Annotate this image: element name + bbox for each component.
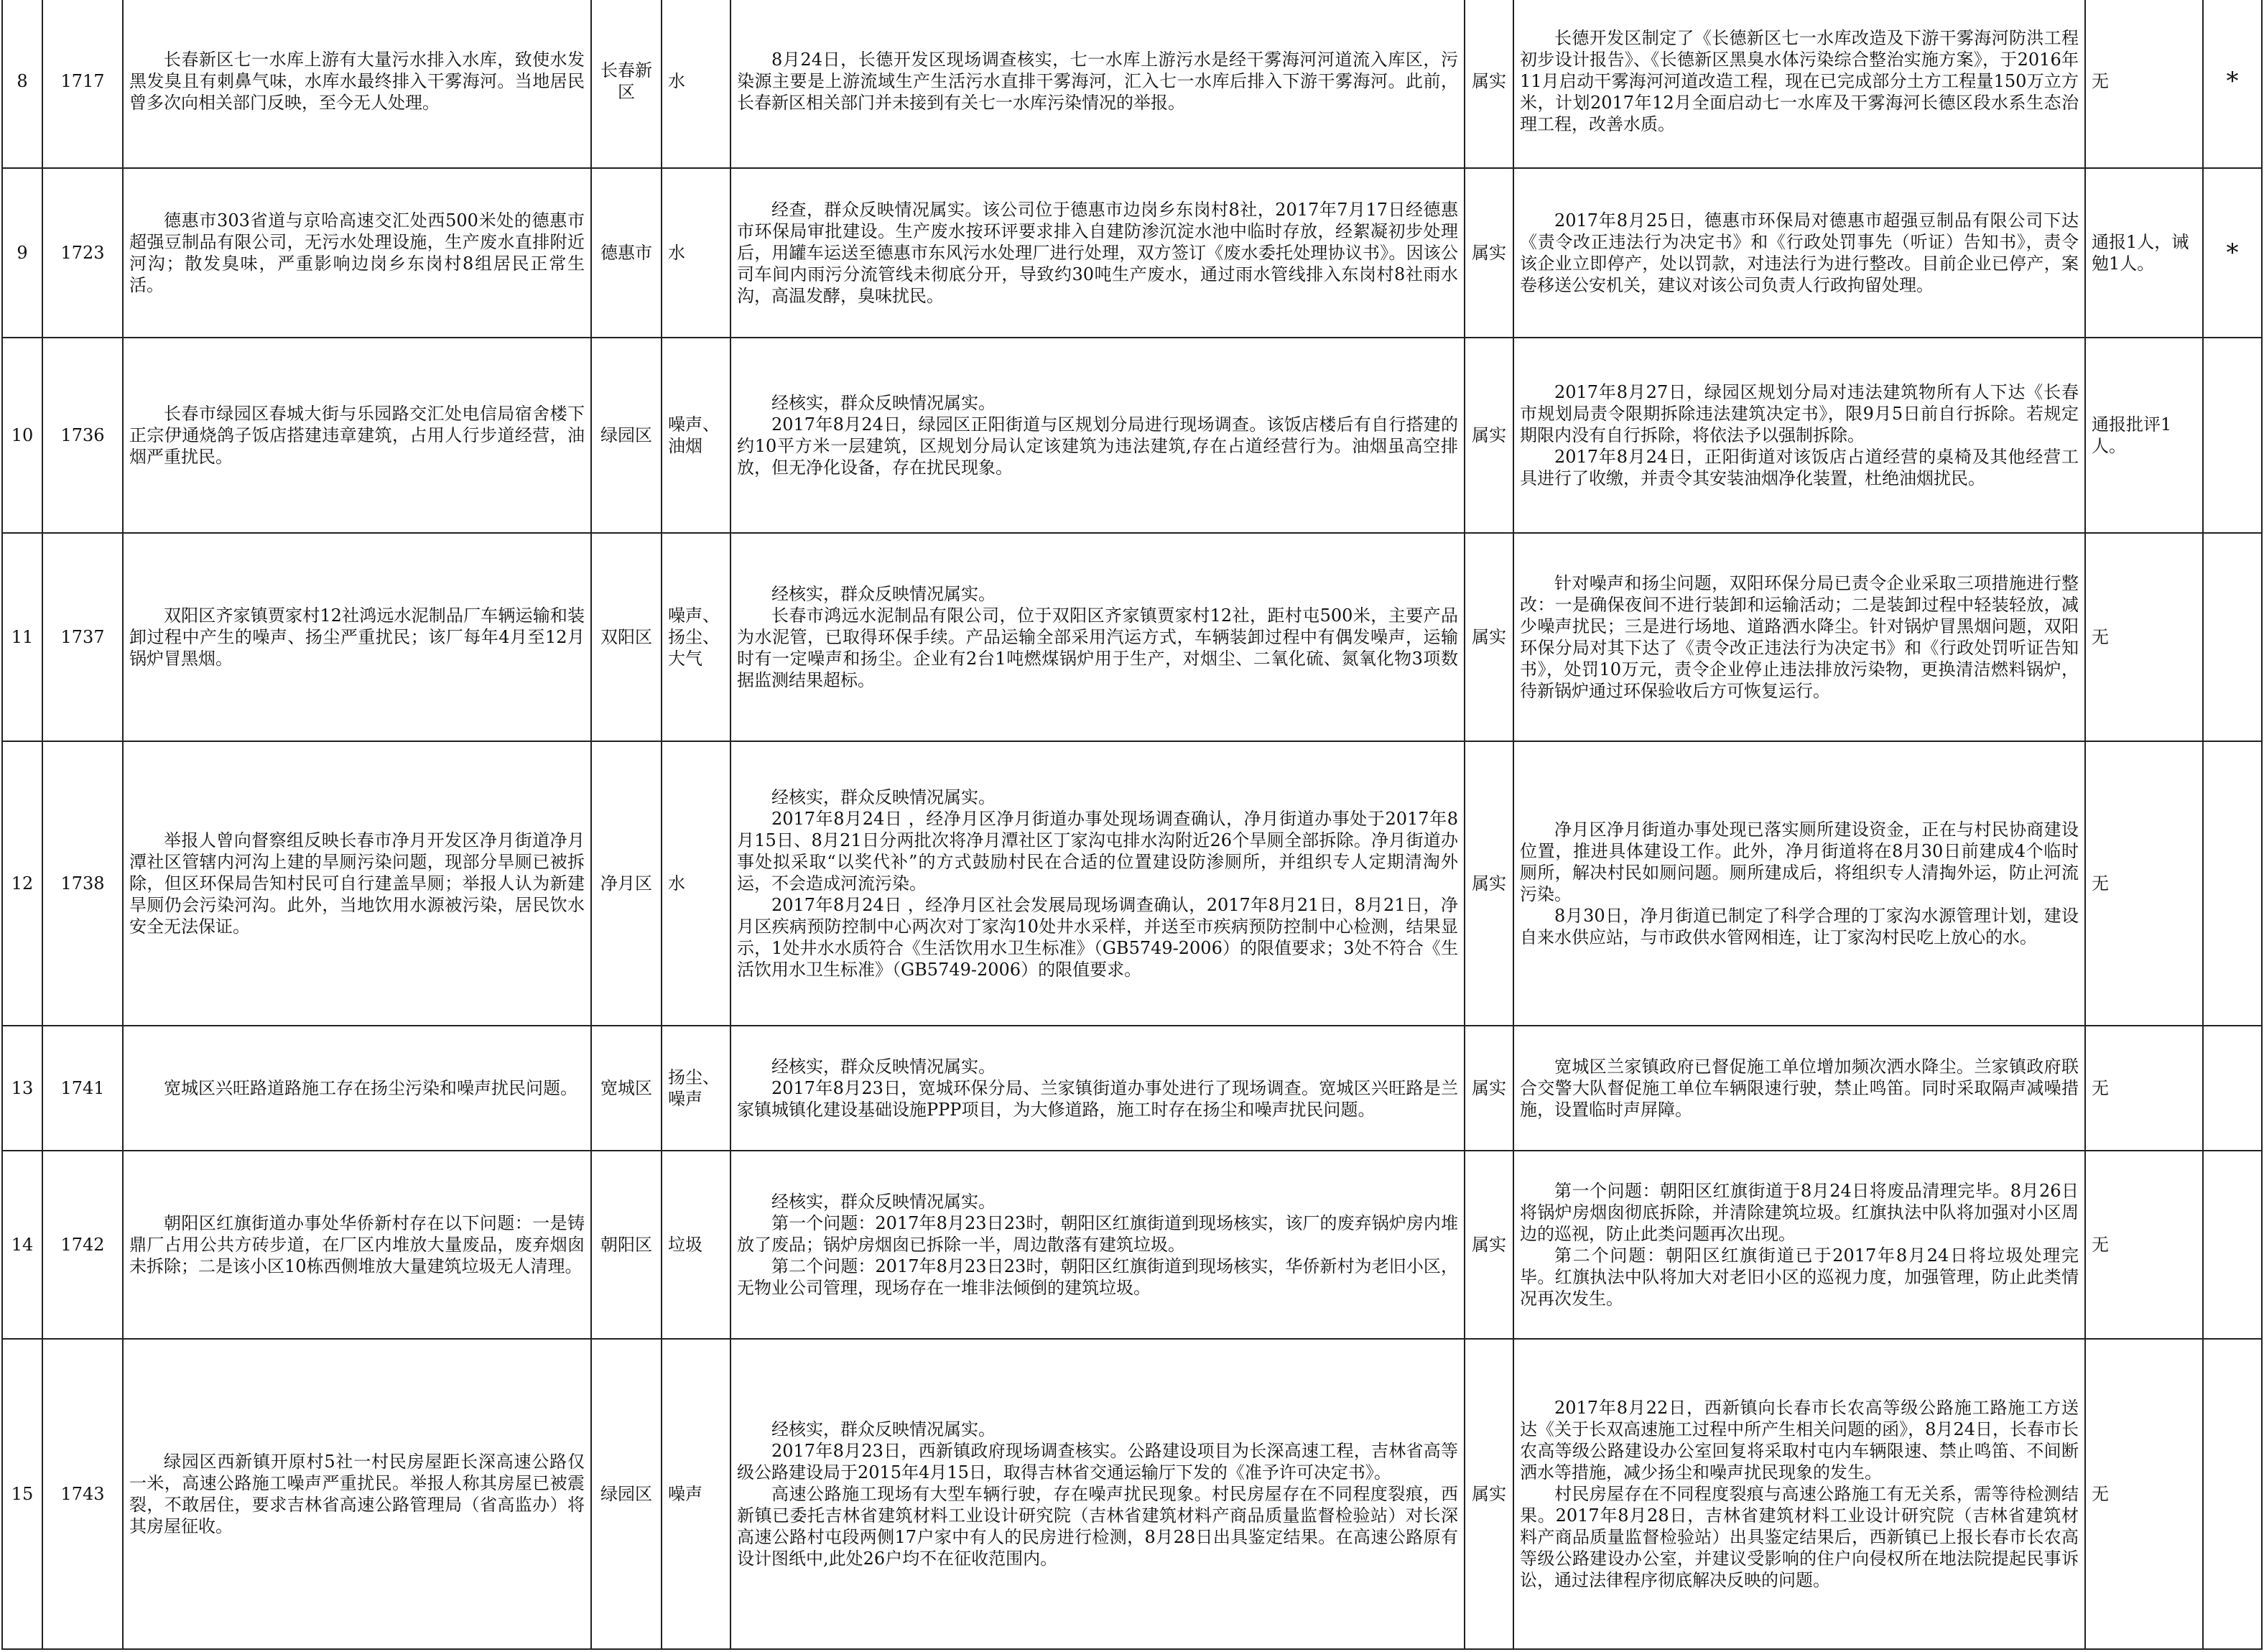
handling-text-paragraph: 宽城区兰家镇政府已督促施工单位增加频次洒水降尘。兰家镇政府联合交警大队督促施工单位车辆限速行驶，禁止鸣笛。同时采取隔声减噪措施，设置临时声屏障。 bbox=[1520, 1057, 2079, 1120]
case-code: 1723 bbox=[42, 168, 123, 338]
handling-text-paragraph: 长德开发区制定了《长德新区七一水库改造及下游干雾海河防洪工程初步设计报告》、《长德新区黑臭水体污染综合整治实施方案》，于2016年11月启动干雾海河河道改造工程，现在已完成部分土方工程量150万立方米，计划2017年12月全面启动七一水库及干雾海河长德区段水系生态治理工程，改善水质。 bbox=[1520, 27, 2079, 134]
handling-text-paragraph: 针对噪声和扬尘问题，双阳环保分局已责令企业采取三项措施进行整改：一是确保夜间不进行装卸和运输活动；二是装卸过程中轻装轻放，减少噪声扰民；三是进行场地、道路洒水降尘。针对锅炉冒黑烟问题，双阳环保分局对其下达了《责令改正违法行为决定书》和《行政处罚听证告知书》，处罚10万元，责令企业停止违法排放污染物，更换清洁燃料锅炉，待新锅炉通过环保验收后方可恢复运行。 bbox=[1520, 573, 2079, 701]
investigation-text-paragraph: 经核实，群众反映情况属实。 bbox=[771, 1192, 996, 1212]
mark bbox=[2203, 338, 2262, 533]
district: 宽城区 bbox=[591, 1026, 662, 1151]
row-number: 11 bbox=[2, 533, 42, 741]
verdict: 属实 bbox=[1465, 533, 1513, 741]
complaint-text-paragraph: 宽城区兴旺路道路施工存在扬尘污染和噪声扰民问题。 bbox=[164, 1078, 577, 1098]
handling-text bbox=[1513, 168, 2085, 338]
table-body bbox=[2, 0, 2262, 1649]
row-number: 14 bbox=[2, 1151, 42, 1339]
investigation-text-paragraph: 经核实，群众反映情况属实。 bbox=[771, 393, 996, 413]
pollution-type: 噪声 bbox=[662, 1339, 730, 1649]
district: 双阳区 bbox=[591, 533, 662, 741]
row-number: 15 bbox=[2, 1339, 42, 1649]
complaint-text bbox=[123, 533, 591, 741]
table-row bbox=[2, 741, 2262, 1026]
table-row bbox=[2, 1026, 2262, 1151]
investigation-text bbox=[730, 0, 1465, 168]
mark bbox=[2203, 533, 2262, 741]
accountability: 无 bbox=[2085, 1339, 2203, 1649]
district: 绿园区 bbox=[591, 1339, 662, 1649]
handling-text-paragraph: 2017年8月25日，德惠市环保局对德惠市超强豆制品有限公司下达《责令改正违法行为决定书》和《行政处罚事先（听证）告知书》，责令该企业立即停产，处以罚款，对违法行为进行整改。目前企业已停产，案卷移送公安机关，建议对该公司负责人行政拘留处理。 bbox=[1520, 210, 2079, 295]
handling-text-paragraph: 8月30日，净月街道已制定了科学合理的丁家沟水源管理计划，建设自来水供应站，与市政供水管网相连，让丁家沟村民吃上放心的水。 bbox=[1520, 906, 2079, 947]
handling-text-paragraph: 2017年8月22日，西新镇向长春市长农高等级公路施工路施工方送达《关于长双高速施工过程中所产生相关问题的函》，8月24日，长春市长农高等级公路建设办公室回复将采取村屯内车辆限速、禁止鸣笛、不间断洒水等措施，减少扬尘和噪声扰民现象的发生。 bbox=[1520, 1398, 2079, 1482]
pollution-type: 噪声、扬尘、大气 bbox=[662, 533, 730, 741]
investigation-text-paragraph: 第一个问题：2017年8月23日23时，朝阳区红旗街道到现场核实，该厂的废弃锅炉房内堆放了废品；锅炉房烟囱已拆除一半，周边散落有建筑垃圾。 bbox=[737, 1213, 1458, 1255]
table-row bbox=[2, 0, 2262, 168]
verdict: 属实 bbox=[1465, 741, 1513, 1026]
case-code: 1741 bbox=[42, 1026, 123, 1151]
table-row bbox=[2, 533, 2262, 741]
investigation-text bbox=[730, 1026, 1465, 1151]
handling-text bbox=[1513, 741, 2085, 1026]
case-code: 1742 bbox=[42, 1151, 123, 1339]
verdict: 属实 bbox=[1465, 1339, 1513, 1649]
complaint-text bbox=[123, 1151, 591, 1339]
verdict: 属实 bbox=[1465, 168, 1513, 338]
handling-text-paragraph: 2017年8月24日，正阳街道对该饭店占道经营的桌椅及其他经营工具进行了收缴，并责令其安装油烟净化装置，杜绝油烟扰民。 bbox=[1520, 447, 2079, 488]
handling-text bbox=[1513, 0, 2085, 168]
investigation-text-paragraph: 经查，群众反映情况属实。该公司位于德惠市边岗乡东岗村8社，2017年7月17日经德惠市环保局审批建设。生产废水按环评要求排入自建防渗沉淀水池中临时存放，经絮凝初步处理后，用罐车运送至德惠市东风污水处理厂进行处理，双方签订《废水委托处理协议书》。因该公司车间内雨污分流管线未彻底分开，导致约30吨生产废水，通过雨水管线排入东岗村8社雨水沟，高温发酵，臭味扰民。 bbox=[737, 200, 1458, 306]
case-code: 1717 bbox=[42, 0, 123, 168]
pollution-type: 垃圾 bbox=[662, 1151, 730, 1339]
accountability: 无 bbox=[2085, 1151, 2203, 1339]
row-number: 12 bbox=[2, 741, 42, 1026]
row-number: 8 bbox=[2, 0, 42, 168]
handling-text bbox=[1513, 533, 2085, 741]
complaint-text-paragraph: 举报人曾向督察组反映长春市净月开发区净月街道净月潭社区管辖内河沟上建的旱厕污染问题，现部分旱厕已被拆除，但区环保局告知村民可自行建盖旱厕；举报人认为新建旱厕仍会污染河沟。此外，当地饮用水源被污染，居民饮水安全无法保证。 bbox=[129, 830, 585, 937]
district: 德惠市 bbox=[591, 168, 662, 338]
verdict: 属实 bbox=[1465, 1026, 1513, 1151]
table-row bbox=[2, 168, 2262, 338]
district: 长春新区 bbox=[591, 0, 662, 168]
handling-text-paragraph: 村民房屋存在不同程度裂痕与高速公路施工有无关系，需等待检测结果。2017年8月28日，吉林省建筑材料工业设计研究院（吉林省建筑材料产商品质量监督检验站）出具鉴定结果后，西新镇已上报长春市长农高等级公路建设办公室，并建议受影响的住户向侵权所在地法院提起民事诉讼，通过法律程序彻底解决反映的问题。 bbox=[1520, 1484, 2079, 1590]
table-row bbox=[2, 1151, 2262, 1339]
mark: * bbox=[2203, 168, 2262, 338]
case-code: 1743 bbox=[42, 1339, 123, 1649]
complaint-text-paragraph: 朝阳区红旗街道办事处华侨新村存在以下问题：一是铸鼎厂占用公共方砖步道，在厂区内堆放大量废品，废弃烟囱未拆除；二是该小区10栋西侧堆放大量建筑垃圾无人清理。 bbox=[129, 1213, 585, 1276]
pollution-type: 水 bbox=[662, 0, 730, 168]
row-number: 13 bbox=[2, 1026, 42, 1151]
complaint-text bbox=[123, 741, 591, 1026]
pollution-type: 水 bbox=[662, 168, 730, 338]
mark bbox=[2203, 1339, 2262, 1649]
mark: * bbox=[2203, 0, 2262, 168]
investigation-text-paragraph: 2017年8月23日，宽城环保分局、兰家镇街道办事处进行了现场调查。宽城区兴旺路是兰家镇城镇化建设基础设施PPP项目，为大修道路，施工时存在扬尘和噪声扰民问题。 bbox=[737, 1078, 1458, 1120]
investigation-text-paragraph: 2017年8月24日 ，经净月区净月街道办事处现场调查确认，净月街道办事处于2017年8月15日、8月21日分两批次将净月潭社区丁家沟屯排水沟附近26个旱厕全部拆除。净月街道办事处拟采取“以奖代补”的方式鼓励村民在合适的位置建设防渗厕所，并组织专人定期清淘外运，不会造成河流污染。 bbox=[737, 809, 1458, 894]
verdict: 属实 bbox=[1465, 0, 1513, 168]
investigation-text-paragraph: 高速公路施工现场有大型车辆行驶，存在噪声扰民现象。村民房屋存在不同程度裂痕，西新镇已委托吉林省建筑材料工业设计研究院（吉林省建筑材料产商品质量监督检验站）对长深高速公路村屯段两侧17户家中有人的民房进行检测，8月28日出具鉴定结果。在高速公路原有设计图纸中,此处26户均不在征收范围内。 bbox=[737, 1484, 1458, 1569]
investigation-text bbox=[730, 1151, 1465, 1339]
accountability: 无 bbox=[2085, 0, 2203, 168]
mark bbox=[2203, 741, 2262, 1026]
investigation-text-paragraph: 经核实，群众反映情况属实。 bbox=[771, 584, 996, 604]
handling-text bbox=[1513, 1151, 2085, 1339]
investigation-text-paragraph: 第二个问题：2017年8月23日23时，朝阳区红旗街道到现场核实，华侨新村为老旧小区，无物业公司管理，现场存在一堆非法倾倒的建筑垃圾。 bbox=[737, 1256, 1458, 1298]
accountability: 无 bbox=[2085, 1026, 2203, 1151]
investigation-text-paragraph: 经核实，群众反映情况属实。 bbox=[771, 787, 996, 807]
investigation-text bbox=[730, 168, 1465, 338]
investigation-text-paragraph: 经核实，群众反映情况属实。 bbox=[771, 1057, 996, 1077]
case-code: 1738 bbox=[42, 741, 123, 1026]
handling-text-paragraph: 第一个问题：朝阳区红旗街道于8月24日将废品清理完毕。8月26日将锅炉房烟囱彻底拆除，并清除建筑垃圾。红旗执法中队将加强对小区周边的巡视，防止此类问题再次出现。 bbox=[1520, 1181, 2079, 1244]
case-code: 1736 bbox=[42, 338, 123, 533]
complaint-text-paragraph: 德惠市303省道与京哈高速交汇处西500米处的德惠市超强豆制品有限公司，无污水处理设施，生产废水直排附近河沟；散发臭味，严重影响边岗乡东岗村8组居民正常生活。 bbox=[129, 210, 585, 295]
case-code: 1737 bbox=[42, 533, 123, 741]
table-row bbox=[2, 338, 2262, 533]
investigation-text bbox=[730, 741, 1465, 1026]
investigation-text-paragraph: 2017年8月23日，西新镇政府现场调查核实。公路建设项目为长深高速工程，吉林省高等级公路建设局于2015年4月15日，取得吉林省交通运输厅下发的《准予许可决定书》。 bbox=[737, 1441, 1458, 1482]
investigation-text-paragraph: 2017年8月24日 ，经净月区社会发展局现场调查确认，2017年8月21日，8月21日，净月区疾病预防控制中心两次对丁家沟10处井水采样，并送至市疾病预防控制中心检测，结果显示，1处井水水质符合《生活饮用水卫生标准》（GB5749-2006）的限值要求；3处不符合《生活饮用水卫生标准》（GB5749-2006）的限值要求。 bbox=[737, 895, 1458, 980]
mark bbox=[2203, 1026, 2262, 1151]
case-table bbox=[1, 0, 2263, 1650]
investigation-text-paragraph: 长春市鸿远水泥制品有限公司，位于双阳区齐家镇贾家村12社，距村屯500米，主要产品为水泥管，已取得环保手续。产品运输全部采用汽运方式，车辆装卸过程中有偶发噪声，运输时有一定噪声和扬尘。企业有2台1吨燃煤锅炉用于生产，对烟尘、二氧化硫、氮氧化物3项数据监测结果超标。 bbox=[737, 605, 1458, 690]
verdict: 属实 bbox=[1465, 338, 1513, 533]
district: 净月区 bbox=[591, 741, 662, 1026]
row-number: 10 bbox=[2, 338, 42, 533]
handling-text-paragraph: 净月区净月街道办事处现已落实厕所建设资金，正在与村民协商建设位置，推进具体建设工作。此外，净月街道将在8月30日前建成4个临时厕所，解决村民如厕问题。厕所建成后，将组织专人清掏外运，防止河流污染。 bbox=[1520, 820, 2079, 904]
investigation-text-paragraph: 2017年8月24日，绿园区正阳街道与区规划分局进行现场调查。该饭店楼后有自行搭建的约10平方米一层建筑，区规划分局认定该建筑为违法建筑,存在占道经营行为。油烟虽高空排放，但无净化设备，存在扰民现象。 bbox=[737, 414, 1458, 478]
accountability: 无 bbox=[2085, 741, 2203, 1026]
mark bbox=[2203, 1151, 2262, 1339]
handling-text-paragraph: 第二个问题：朝阳区红旗街道已于2017年8月24日将垃圾处理完毕。红旗执法中队将加大对老旧小区的巡视力度，加强管理，防止此类情况再次发生。 bbox=[1520, 1245, 2079, 1309]
pollution-type: 水 bbox=[662, 741, 730, 1026]
complaint-text-paragraph: 双阳区齐家镇贾家村12社鸿远水泥制品厂车辆运输和装卸过程中产生的噪声、扬尘严重扰民；该厂每年4月至12月锅炉冒黑烟。 bbox=[129, 605, 585, 669]
verdict: 属实 bbox=[1465, 1151, 1513, 1339]
accountability: 无 bbox=[2085, 533, 2203, 741]
investigation-text bbox=[730, 338, 1465, 533]
table-row bbox=[2, 1339, 2262, 1649]
complaint-text bbox=[123, 1026, 591, 1151]
district: 朝阳区 bbox=[591, 1151, 662, 1339]
pollution-type: 噪声、油烟 bbox=[662, 338, 730, 533]
complaint-text bbox=[123, 338, 591, 533]
accountability: 通报批评1人。 bbox=[2085, 338, 2203, 533]
investigation-text-paragraph: 经核实，群众反映情况属实。 bbox=[771, 1419, 996, 1439]
handling-text bbox=[1513, 1026, 2085, 1151]
complaint-text bbox=[123, 168, 591, 338]
complaint-text-paragraph: 长春市绿园区春城大街与乐园路交汇处电信局宿舍楼下正宗伊通烧鸽子饭店搭建违章建筑，占用人行步道经营，油烟严重扰民。 bbox=[129, 404, 585, 467]
investigation-text bbox=[730, 533, 1465, 741]
complaint-text-paragraph: 长春新区七一水库上游有大量污水排入水库，致使水发黑发臭且有刺鼻气味，水库水最终排入干雾海河。当地居民曾多次向相关部门反映，至今无人处理。 bbox=[129, 49, 585, 113]
handling-text-paragraph: 2017年8月27日，绿园区规划分局对违法建筑物所有人下达《长春市规划局责令限期拆除违法建筑决定书》，限9月5日前自行拆除。若规定期限内没有自行拆除，将依法予以强制拆除。 bbox=[1520, 382, 2079, 445]
complaint-text-paragraph: 绿园区西新镇开原村5社一村民房屋距长深高速公路仅一米，高速公路施工噪声严重扰民。举报人称其房屋已被震裂，不敢居住，要求吉林省高速公路管理局（省高监办）将其房屋征收。 bbox=[129, 1452, 585, 1536]
row-number: 9 bbox=[2, 168, 42, 338]
handling-text bbox=[1513, 1339, 2085, 1649]
investigation-text bbox=[730, 1339, 1465, 1649]
complaint-text bbox=[123, 0, 591, 168]
investigation-text-paragraph: 8月24日，长德开发区现场调查核实，七一水库上游污水是经干雾海河河道流入库区，污染源主要是上游流域生产生活污水直排干雾海河，汇入七一水库后排入下游干雾海河。此前，长春新区相关部门并未接到有关七一水库污染情况的举报。 bbox=[737, 49, 1458, 113]
district: 绿园区 bbox=[591, 338, 662, 533]
handling-text bbox=[1513, 338, 2085, 533]
complaint-text bbox=[123, 1339, 591, 1649]
accountability: 通报1人，诫勉1人。 bbox=[2085, 168, 2203, 338]
pollution-type: 扬尘、噪声 bbox=[662, 1026, 730, 1151]
